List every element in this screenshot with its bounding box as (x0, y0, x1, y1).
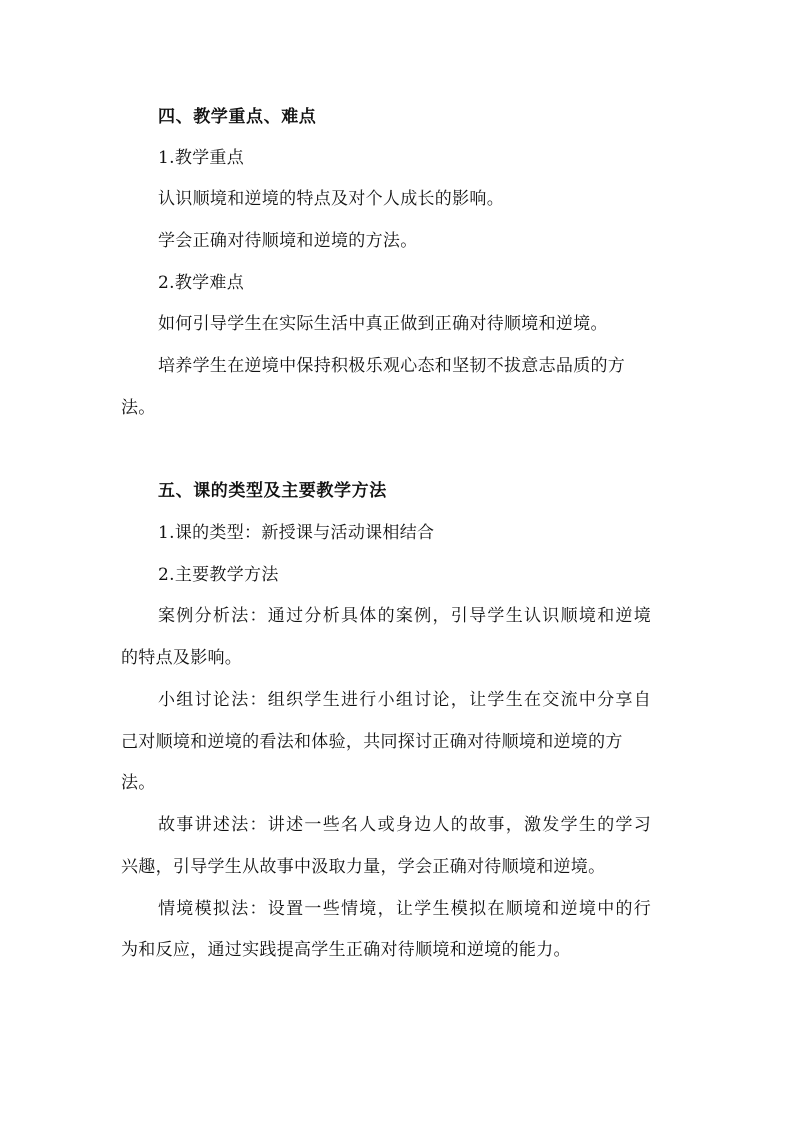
section-heading-key-points: 四、教学重点、难点 (158, 107, 317, 127)
paragraph-focus-2: 学会正确对待顺境和逆境的方法。 (158, 231, 418, 251)
method-storytelling-line-2: 兴趣，引导学生从故事中汲取力量，学会正确对待顺境和逆境。 (121, 857, 606, 877)
section-heading-lesson-type: 五、课的类型及主要教学方法 (158, 481, 387, 501)
method-group-discussion-line-1: 小组讨论法：组织学生进行小组讨论，让学生在交流中分享自 (158, 690, 653, 710)
method-group-discussion-line-3: 法。 (121, 773, 156, 793)
paragraph-difficulty-1: 如何引导学生在实际生活中真正做到正确对待顺境和逆境。 (158, 314, 608, 334)
method-case-analysis-line-2: 的特点及影响。 (121, 648, 243, 668)
subheading-teaching-difficulty: 2.教学难点 (158, 273, 245, 293)
method-scenario-simulation-line-2: 为和反应，通过实践提高学生正确对待顺境和逆境的能力。 (121, 940, 571, 960)
paragraph-focus-1: 认识顺境和逆境的特点及对个人成长的影响。 (158, 189, 504, 209)
subheading-teaching-methods: 2.主要教学方法 (158, 565, 279, 585)
method-case-analysis-line-1: 案例分析法：通过分析具体的案例，引导学生认识顺境和逆境 (158, 606, 653, 626)
method-storytelling-line-1: 故事讲述法：讲述一些名人或身边人的故事，激发学生的学习 (158, 815, 653, 835)
paragraph-difficulty-2-line-2: 法。 (121, 398, 156, 418)
paragraph-difficulty-2-line-1: 培养学生在逆境中保持积极乐观心态和坚韧不拔意志品质的方 (158, 356, 626, 376)
subheading-lesson-type: 1.课的类型：新授课与活动课相结合 (158, 523, 435, 543)
method-scenario-simulation-line-1: 情境模拟法：设置一些情境，让学生模拟在顺境和逆境中的行 (158, 899, 653, 919)
method-group-discussion-line-2: 己对顺境和逆境的看法和体验，共同探讨正确对待顺境和逆境的方 (121, 732, 623, 752)
subheading-teaching-focus: 1.教学重点 (158, 148, 245, 168)
